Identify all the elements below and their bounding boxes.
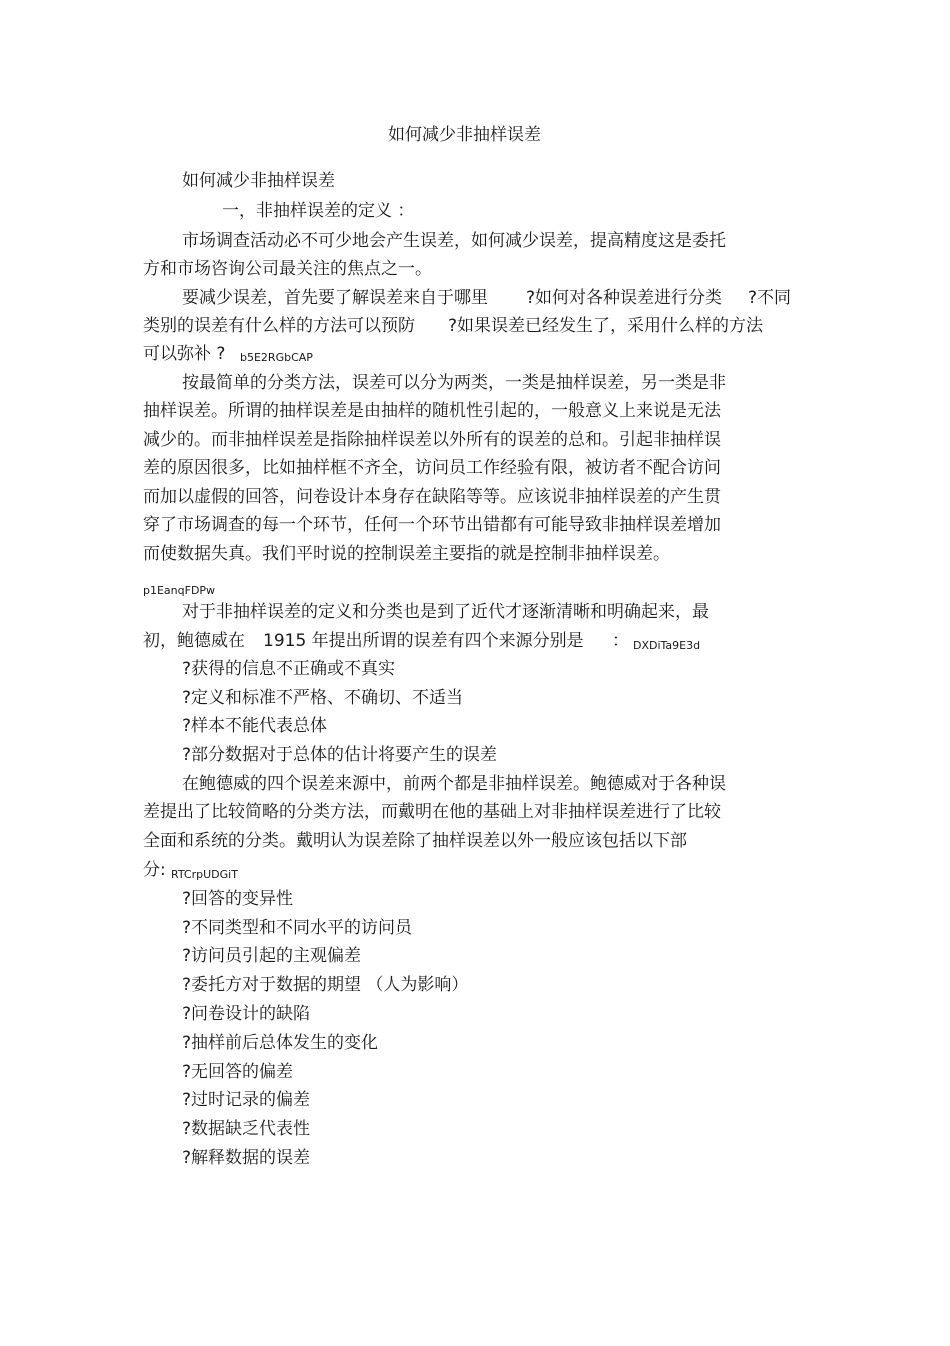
- paragraph-line: 而使数据失真。我们平时说的控制误差主要指的就是控制非抽样误差。: [143, 544, 670, 564]
- paragraph-line: 减少的。而非抽样误差是指除抽样误差以外所有的误差的总和。引起非抽样误: [143, 430, 721, 450]
- paragraph-line: 要减少误差，首先要了解误差来自于哪里: [182, 288, 488, 308]
- paragraph-line: 对于非抽样误差的定义和分类也是到了近代才逐渐清晰和明确起来，最: [182, 602, 709, 622]
- paragraph-line: ?如何对各种误差进行分类: [526, 288, 723, 308]
- list-item: ?定义和标准不严格、不确切、不适当: [182, 688, 464, 708]
- paragraph-line: 初，鲍德威在: [143, 631, 245, 651]
- paragraph-line: ?如果误差已经发生了，采用什么样的方法: [448, 316, 764, 336]
- paragraph-line: 全面和系统的分类。戴明认为误差除了抽样误差以外一般应该包括以下部: [143, 831, 687, 851]
- paragraph-line: 差的原因很多，比如抽样框不齐全，访问员工作经验有限，被访者不配合访问: [143, 458, 721, 478]
- list-item: ?委托方对于数据的期望 （人为影响）: [182, 975, 469, 995]
- paragraph-line: 差提出了比较简略的分类方法，而戴明在他的基础上对非抽样误差进行了比较: [143, 802, 721, 822]
- heading: 如何减少非抽样误差: [182, 171, 335, 191]
- paragraph-line: 类别的误差有什么样的方法可以预防: [143, 316, 415, 336]
- paragraph-line: ?不同: [748, 288, 792, 308]
- paragraph-line: 穿了市场调查的每一个环节，任何一个环节出错都有可能导致非抽样误差增加: [143, 515, 721, 535]
- list-item: ?不同类型和不同水平的访问员: [182, 918, 413, 938]
- list-item: ?样本不能代表总体: [182, 716, 328, 736]
- paragraph-line: ：: [612, 631, 629, 651]
- list-item: ?数据缺乏代表性: [182, 1119, 311, 1139]
- paragraph-line: 方和市场咨询公司最关注的焦点之一。: [143, 259, 432, 279]
- list-item: ?过时记录的偏差: [182, 1090, 311, 1110]
- list-item: ?问卷设计的缺陷: [182, 1004, 311, 1024]
- list-item: ?抽样前后总体发生的变化: [182, 1033, 379, 1053]
- doc-code: p1EanqFDPw: [143, 584, 216, 597]
- doc-code: b5E2RGbCAP: [240, 351, 313, 364]
- paragraph-line: 在鲍德威的四个误差来源中，前两个都是非抽样误差。鲍德威对于各种误: [182, 774, 726, 794]
- doc-code: DXDiTa9E3d: [633, 639, 701, 652]
- paragraph-line: 市场调查活动必不可少地会产生误差，如何减少误差，提高精度这是委托: [182, 231, 726, 251]
- list-item: ?访问员引起的主观偏差: [182, 946, 362, 966]
- section-heading: 一，非抽样误差的定义 ：: [222, 201, 415, 221]
- paragraph-line: 按最简单的分类方法，误差可以分为两类，一类是抽样误差，另一类是非: [182, 373, 726, 393]
- paragraph-line: 1915 年提出所谓的误差有四个来源分别是: [263, 631, 584, 651]
- list-item: ?解释数据的误差: [182, 1148, 311, 1168]
- paragraph-line: 抽样误差。所谓的抽样误差是由抽样的随机性引起的，一般意义上来说是无法: [143, 401, 721, 421]
- list-item: ?无回答的偏差: [182, 1062, 294, 1082]
- list-item: ?部分数据对于总体的估计将要产生的误差: [182, 745, 498, 765]
- doc-code: RTCrpUDGiT: [171, 868, 238, 881]
- doc-title: 如何减少非抽样误差: [388, 125, 541, 145]
- paragraph-line: 而加以虚假的回答，问卷设计本身存在缺陷等等。应该说非抽样误差的产生贯: [143, 487, 721, 507]
- list-item: ?回答的变异性: [182, 889, 294, 909]
- paragraph-line: 可以弥补 ?: [143, 344, 226, 364]
- paragraph-line: 分:: [143, 860, 166, 880]
- list-item: ?获得的信息不正确或不真实: [182, 659, 396, 679]
